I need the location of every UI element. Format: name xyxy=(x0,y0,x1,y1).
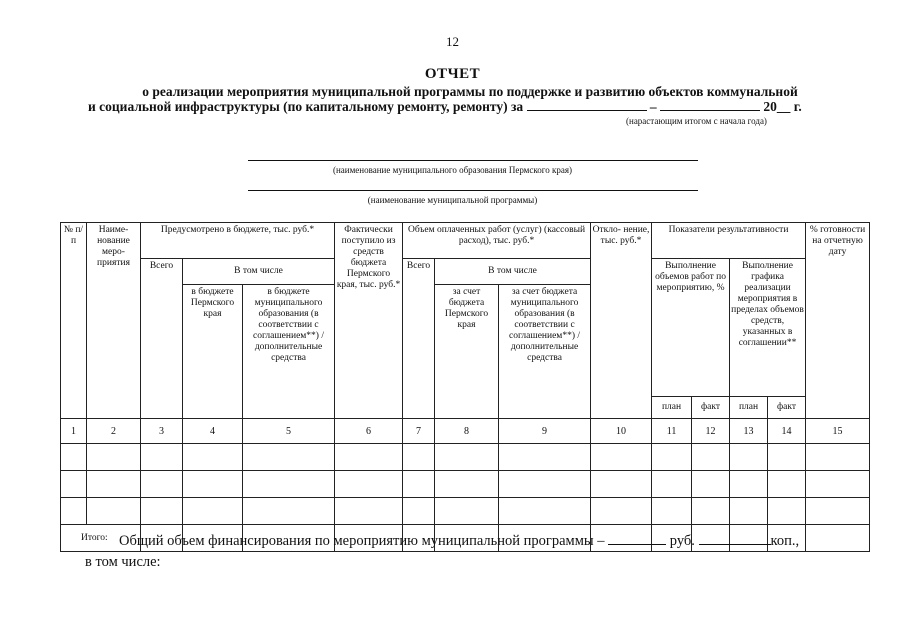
table-cell[interactable] xyxy=(243,471,335,498)
table-cell[interactable] xyxy=(652,498,692,525)
table-cell[interactable] xyxy=(335,444,403,471)
header-schedule-plan: план xyxy=(730,397,768,419)
table-cell[interactable] xyxy=(243,444,335,471)
header-readiness: % готовности на отчетную дату xyxy=(806,223,870,419)
col-number: 9 xyxy=(499,419,591,444)
header-schedule-fact: факт xyxy=(768,397,806,419)
period-end-blank[interactable] xyxy=(660,99,760,111)
program-note: (наименование муниципальной программы) xyxy=(367,195,538,205)
period-dash: – xyxy=(649,99,657,114)
table-cell[interactable] xyxy=(499,498,591,525)
table-cell[interactable] xyxy=(335,471,403,498)
col-number: 14 xyxy=(768,419,806,444)
report-subtitle-line1: о реализации мероприятия муниципальной программы по поддержке и развитию объектов коммунальной xyxy=(142,84,798,99)
municipality-line[interactable] xyxy=(248,160,698,161)
table-cell[interactable] xyxy=(183,471,243,498)
footer-financing-text: Общий объем финансирования по мероприятию муниципальной программы – xyxy=(119,533,605,549)
header-volume-plan: план xyxy=(652,397,692,419)
table-cell[interactable] xyxy=(652,471,692,498)
page-number: 12 xyxy=(446,34,459,49)
table-cell[interactable] xyxy=(768,471,806,498)
col-number: 8 xyxy=(435,419,499,444)
col-number: 4 xyxy=(183,419,243,444)
table-cell[interactable] xyxy=(87,444,141,471)
header-ind-volume: Выполнение объемов работ по мероприятию, % xyxy=(652,259,730,397)
footer-kop-blank[interactable] xyxy=(699,531,771,545)
header-budget-total: Всего xyxy=(141,259,183,419)
col-number: 7 xyxy=(403,419,435,444)
table-cell[interactable] xyxy=(730,498,768,525)
footer-kop: коп., xyxy=(770,533,800,549)
header-received: Фактически поступило из средств бюджета Пермского края, тыс. руб.* xyxy=(335,223,403,419)
table-cell[interactable] xyxy=(87,498,141,525)
table-cell[interactable] xyxy=(591,498,652,525)
footer-rub-blank[interactable] xyxy=(608,531,666,545)
col-number: 13 xyxy=(730,419,768,444)
period-note: (нарастающим итогом с начала года) xyxy=(626,116,767,126)
table-cell[interactable] xyxy=(87,471,141,498)
report-title: ОТЧЕТ xyxy=(424,66,481,82)
col-number: 1 xyxy=(61,419,87,444)
table-cell[interactable] xyxy=(806,498,870,525)
header-paid-including: В том числе xyxy=(435,259,591,285)
header-deviation: Откло- нение, тыс. руб.* xyxy=(591,223,652,419)
col-number: 10 xyxy=(591,419,652,444)
header-name: Наиме- нование меро- приятия xyxy=(87,223,141,419)
header-budget-including: В том числе xyxy=(183,259,335,285)
table-cell[interactable] xyxy=(692,444,730,471)
table-row[interactable] xyxy=(61,444,870,471)
table-cell[interactable] xyxy=(692,471,730,498)
table-cell[interactable] xyxy=(141,498,183,525)
table-cell[interactable] xyxy=(335,498,403,525)
table-row[interactable] xyxy=(61,498,870,525)
col-number: 6 xyxy=(335,419,403,444)
header-indicators: Показатели результативности xyxy=(652,223,806,259)
table-cell[interactable] xyxy=(730,444,768,471)
table-cell[interactable] xyxy=(141,444,183,471)
footer-line2: в том числе: xyxy=(85,554,161,570)
table-cell[interactable] xyxy=(435,498,499,525)
col-number: 15 xyxy=(806,419,870,444)
table-cell[interactable] xyxy=(768,498,806,525)
table-cell[interactable] xyxy=(403,471,435,498)
footer-line1 xyxy=(85,531,865,552)
program-line[interactable] xyxy=(248,190,698,191)
table-cell[interactable] xyxy=(403,444,435,471)
period-year: 20__ г. xyxy=(763,99,802,114)
table-cell[interactable] xyxy=(499,471,591,498)
table-cell[interactable] xyxy=(730,471,768,498)
table-cell[interactable] xyxy=(61,471,87,498)
report-subtitle-line2 xyxy=(88,99,802,115)
header-budget-municipal: в бюджете муниципального образования (в соответствии с соглашением**) / дополнительные средства xyxy=(243,285,335,419)
table-cell[interactable] xyxy=(435,444,499,471)
col-number: 3 xyxy=(141,419,183,444)
column-numbers-row xyxy=(61,419,870,444)
table-cell[interactable] xyxy=(499,444,591,471)
table-cell[interactable] xyxy=(591,444,652,471)
table-cell[interactable] xyxy=(141,471,183,498)
table-cell[interactable] xyxy=(806,444,870,471)
table-cell[interactable] xyxy=(61,498,87,525)
table-cell[interactable] xyxy=(183,444,243,471)
header-volume-fact: факт xyxy=(692,397,730,419)
header-ind-schedule: Выполнение графика реализации мероприятия в пределах объемов средств, указанных в соглашении** xyxy=(730,259,806,397)
header-paid-region: за счет бюджета Пермского края xyxy=(435,285,499,419)
col-number: 2 xyxy=(87,419,141,444)
report-table xyxy=(60,222,870,552)
table-cell[interactable] xyxy=(183,498,243,525)
table-cell[interactable] xyxy=(652,444,692,471)
table-cell[interactable] xyxy=(768,444,806,471)
table-cell[interactable] xyxy=(61,444,87,471)
col-number: 5 xyxy=(243,419,335,444)
header-paid-group: Объем оплаченных работ (услуг) (кассовый расход), тыс. руб.* xyxy=(403,223,591,259)
footer-text xyxy=(85,531,865,573)
col-number: 12 xyxy=(692,419,730,444)
header-budget-group: Предусмотрено в бюджете, тыс. руб.* xyxy=(141,223,335,259)
table-cell[interactable] xyxy=(591,471,652,498)
table-row[interactable] xyxy=(61,471,870,498)
table-cell[interactable] xyxy=(435,471,499,498)
municipality-note: (наименование муниципального образования Пермского края) xyxy=(332,165,573,175)
period-start-blank[interactable] xyxy=(527,99,647,111)
table-cell[interactable] xyxy=(243,498,335,525)
header-paid-municipal: за счет бюджета муниципального образования (в соответствии с соглашением**) / дополнительные средства xyxy=(499,285,591,419)
table-cell[interactable] xyxy=(692,498,730,525)
header-paid-total: Всего xyxy=(403,259,435,419)
header-no: № п/п xyxy=(61,223,87,419)
footer-rub: руб. xyxy=(669,533,695,549)
total-label: Итого: xyxy=(61,525,141,552)
table-cell[interactable] xyxy=(806,471,870,498)
table-cell[interactable] xyxy=(403,498,435,525)
header-budget-region: в бюджете Пермского края xyxy=(183,285,243,419)
col-number: 11 xyxy=(652,419,692,444)
subtitle-line2-text: и социальной инфраструктуры (по капитальному ремонту, ремонту) за xyxy=(88,99,524,114)
